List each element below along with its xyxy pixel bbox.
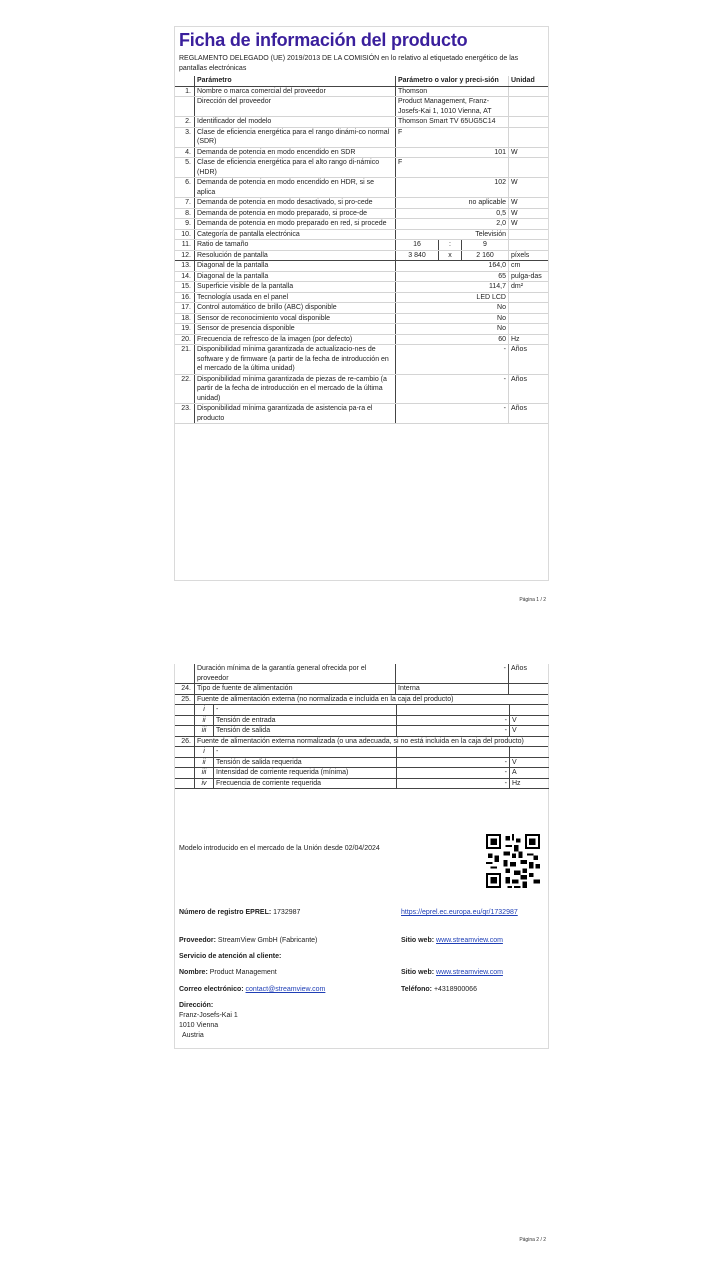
page-1 bbox=[174, 26, 549, 581]
parameter-name: Nombre o marca comercial del proveedor bbox=[195, 86, 396, 97]
parameter-value: - bbox=[397, 778, 510, 789]
parameter-name: Frecuencia de corriente requerida bbox=[214, 778, 397, 789]
row-number: 7. bbox=[175, 198, 195, 209]
parameter-unit bbox=[510, 747, 550, 757]
parameter-value: Televisión bbox=[396, 229, 509, 240]
row-number bbox=[175, 757, 195, 768]
parameter-name: Tensión de salida bbox=[214, 726, 397, 737]
row-number bbox=[175, 747, 195, 757]
row-number: 21. bbox=[175, 345, 195, 375]
row-number: 18. bbox=[175, 313, 195, 324]
parameter-value bbox=[396, 240, 509, 251]
document-title: Ficha de información del producto bbox=[179, 30, 468, 50]
sub-index: ii bbox=[195, 715, 214, 726]
parameter-value: F bbox=[396, 127, 509, 147]
table-row bbox=[175, 97, 548, 117]
parameter-name: Sensor de reconocimiento vocal disponible bbox=[195, 313, 396, 324]
parameter-unit: W bbox=[509, 198, 549, 209]
parameter-unit: V bbox=[510, 726, 550, 737]
row-number: 1. bbox=[175, 86, 195, 97]
parameter-unit bbox=[509, 313, 549, 324]
sub-index: i bbox=[195, 747, 214, 757]
parameter-name: Tensión de entrada bbox=[214, 715, 397, 726]
parameter-value: - bbox=[397, 768, 510, 779]
parameter-name: Dirección del proveedor bbox=[195, 97, 396, 117]
table-row bbox=[175, 117, 548, 128]
parameter-value: - bbox=[397, 757, 510, 768]
parameter-unit: píxels bbox=[509, 250, 549, 261]
sub-index: i bbox=[195, 705, 214, 715]
parameter-name: Disponibilidad mínima garantizada de asistencia pa-ra el producto bbox=[195, 404, 396, 424]
table-row: 26. Fuente de alimentación externa normalizada (o una adecuada, si no está incluida en la caja del producto) bbox=[175, 737, 548, 747]
parameter-unit: A bbox=[510, 768, 550, 779]
parameter-value: - bbox=[396, 374, 509, 404]
phone-label: Teléfono: bbox=[401, 986, 432, 993]
parameter-unit: V bbox=[510, 757, 550, 768]
website2-label: Sitio web: bbox=[401, 969, 435, 976]
row-number: 13. bbox=[175, 261, 195, 272]
product-info-table-continued bbox=[175, 664, 548, 705]
row-number: 20. bbox=[175, 334, 195, 345]
sub-index: iv bbox=[195, 778, 214, 789]
table-row bbox=[175, 292, 548, 303]
table-row bbox=[175, 334, 548, 345]
parameter-value: - bbox=[397, 715, 510, 726]
parameter-unit bbox=[509, 229, 549, 240]
table-row: 25. Fuente de alimentación externa (no normalizada e incluida en la caja del producto) bbox=[175, 694, 548, 705]
row-number: 12. bbox=[175, 250, 195, 261]
email-label: Correo electrónico: bbox=[179, 986, 244, 993]
table-row bbox=[175, 768, 549, 779]
parameter-name: Sensor de presencia disponible bbox=[195, 324, 396, 335]
table-row: 24. Tipo de fuente de alimentación Interna bbox=[175, 684, 548, 695]
row-number: 16. bbox=[175, 292, 195, 303]
table-row bbox=[175, 726, 549, 737]
table-row: Duración mínima de la garantía general ofrecida por el proveedor - Años bbox=[175, 664, 548, 684]
parameter-name: Diagonal de la pantalla bbox=[195, 261, 396, 272]
parameter-unit bbox=[509, 292, 549, 303]
parameter-unit bbox=[509, 117, 549, 128]
table-row bbox=[175, 757, 549, 768]
parameter-name: Demanda de potencia en modo desactivado, si pro-cede bbox=[195, 198, 396, 209]
parameter-name: - bbox=[214, 747, 397, 757]
table-row bbox=[175, 86, 548, 97]
table-header-row bbox=[175, 76, 548, 86]
table-row bbox=[175, 271, 548, 282]
parameter-value: 102 bbox=[396, 178, 509, 198]
row-number: 15. bbox=[175, 282, 195, 293]
value-part: 2 160 bbox=[476, 251, 494, 259]
table-row bbox=[175, 147, 548, 158]
table-row bbox=[175, 345, 548, 375]
parameter-name: Frecuencia de refresco de la imagen (por defecto) bbox=[195, 334, 396, 345]
parameter-unit: W bbox=[509, 219, 549, 230]
parameter-name: Disponibilidad mínima garantizada de piezas de re-cambio (a partir de la fecha de introducción en el mercado de la última unidad) bbox=[195, 374, 396, 404]
parameter-name: Diagonal de la pantalla bbox=[195, 271, 396, 282]
table-row bbox=[175, 374, 548, 404]
table-row bbox=[175, 250, 548, 261]
parameter-value: 101 bbox=[396, 147, 509, 158]
row-number: 22. bbox=[175, 374, 195, 404]
table-row bbox=[175, 178, 548, 198]
parameter-value: 114,7 bbox=[396, 282, 509, 293]
value-part: 3 840 bbox=[396, 251, 439, 261]
qr-code-icon bbox=[486, 834, 540, 888]
row-number: 11. bbox=[175, 240, 195, 251]
parameter-unit: Hz bbox=[510, 778, 550, 789]
row-number: 17. bbox=[175, 303, 195, 314]
parameter-value bbox=[397, 705, 510, 715]
row-number: 14. bbox=[175, 271, 195, 282]
parameter-name: Superficie visible de la pantalla bbox=[195, 282, 396, 293]
row-number: 4. bbox=[175, 147, 195, 158]
parameter-value: 164,0 bbox=[396, 261, 509, 272]
parameter-name: Tensión de salida requerida bbox=[214, 757, 397, 768]
row-number bbox=[175, 768, 195, 779]
row-number: 23. bbox=[175, 404, 195, 424]
parameter-name: Clase de eficiencia energética para el rango dinámi-co normal (SDR) bbox=[195, 127, 396, 147]
parameter-value: No bbox=[396, 313, 509, 324]
parameter-name: Clase de eficiencia energética para el alto rango di-námico (HDR) bbox=[195, 158, 396, 178]
parameter-value: Product Management, Franz-Josefs-Kai 1, 1010 Vienna, AT bbox=[396, 97, 509, 117]
parameter-value bbox=[397, 747, 510, 757]
parameter-value: - bbox=[396, 404, 509, 424]
page-number: Página 1 / 2 bbox=[519, 597, 546, 603]
row-number bbox=[175, 715, 195, 726]
row-number: 3. bbox=[175, 127, 195, 147]
parameter-unit: Años bbox=[509, 404, 549, 424]
website-label: Sitio web: bbox=[401, 937, 435, 944]
row-number bbox=[175, 705, 195, 715]
parameter-value: Thomson Smart TV 65UG5C14 bbox=[396, 117, 509, 128]
page-2 bbox=[174, 664, 549, 1049]
parameter-value: 60 bbox=[396, 334, 509, 345]
table-row bbox=[175, 747, 549, 757]
parameter-name: Tecnología usada en el panel bbox=[195, 292, 396, 303]
header-value: Parámetro o valor y preci-sión bbox=[396, 76, 509, 86]
parameter-unit: V bbox=[510, 715, 550, 726]
parameter-unit: Hz bbox=[509, 334, 549, 345]
market-date: Modelo introducido en el mercado de la Unión desde 02/04/2024 bbox=[179, 845, 380, 852]
row-number bbox=[175, 778, 195, 789]
table-row bbox=[175, 229, 548, 240]
eprel-number: 1732987 bbox=[273, 909, 301, 916]
parameter-unit bbox=[509, 303, 549, 314]
table-row bbox=[175, 404, 548, 424]
address-label: Dirección: bbox=[179, 1002, 214, 1009]
customer-service-heading: Servicio de atención al cliente: bbox=[179, 953, 282, 960]
document-subtitle: REGLAMENTO DELEGADO (UE) 2019/2013 DE LA COMISIÓN en lo relativo al etiquetado energético de las pantallas electrónicas bbox=[179, 55, 519, 72]
header-unit: Unidad bbox=[509, 76, 549, 86]
parameter-value: - bbox=[397, 726, 510, 737]
parameter-value: 2,0 bbox=[396, 219, 509, 230]
value-part: 16 bbox=[396, 240, 439, 250]
parameter-unit bbox=[509, 324, 549, 335]
parameter-value: 0,5 bbox=[396, 208, 509, 219]
parameter-name: Demanda de potencia en modo encendido en HDR, si se aplica bbox=[195, 178, 396, 198]
parameter-value: LED LCD bbox=[396, 292, 509, 303]
parameter-unit: W bbox=[509, 208, 549, 219]
sub-index: iii bbox=[195, 768, 214, 779]
parameter-name: Control automático de brillo (ABC) disponible bbox=[195, 303, 396, 314]
row-number: 9. bbox=[175, 219, 195, 230]
email-link[interactable]: contact@streamview.com bbox=[245, 986, 326, 993]
parameter-unit bbox=[509, 97, 549, 117]
table-row bbox=[175, 705, 549, 715]
parameter-value: F bbox=[396, 158, 509, 178]
parameter-name: Ratio de tamaño bbox=[195, 240, 396, 251]
product-info-table bbox=[175, 76, 548, 424]
table-row bbox=[175, 261, 548, 272]
contact-name-label: Nombre: bbox=[179, 969, 208, 976]
parameter-unit: Años bbox=[509, 345, 549, 375]
parameter-unit: W bbox=[509, 147, 549, 158]
table-row bbox=[175, 324, 548, 335]
parameter-value: - bbox=[396, 345, 509, 375]
external-psu-table bbox=[175, 705, 549, 737]
parameter-unit: dm² bbox=[509, 282, 549, 293]
row-number: 5. bbox=[175, 158, 195, 178]
row-number bbox=[175, 726, 195, 737]
parameter-name: Demanda de potencia en modo preparado, si proce-de bbox=[195, 208, 396, 219]
parameter-name: Categoría de pantalla electrónica bbox=[195, 229, 396, 240]
parameter-unit: Años bbox=[509, 374, 549, 404]
sub-index: iii bbox=[195, 726, 214, 737]
parameter-name: Intensidad de corriente requerida (mínima) bbox=[214, 768, 397, 779]
table-row bbox=[175, 158, 548, 178]
sub-index: ii bbox=[195, 757, 214, 768]
address-line-1: Franz-Josefs-Kai 1 bbox=[179, 1012, 238, 1019]
row-number: 8. bbox=[175, 208, 195, 219]
table-row bbox=[175, 778, 549, 789]
value-part: 9 bbox=[483, 241, 487, 248]
table-row bbox=[175, 208, 548, 219]
parameter-value bbox=[396, 250, 509, 261]
eprel-label: Número de registro EPREL: bbox=[179, 909, 272, 916]
table-row bbox=[175, 282, 548, 293]
parameter-value: Thomson bbox=[396, 86, 509, 97]
parameter-value: 65 bbox=[396, 271, 509, 282]
parameter-value: no aplicable bbox=[396, 198, 509, 209]
page-number: Página 2 / 2 bbox=[519, 1237, 546, 1243]
parameter-unit bbox=[509, 158, 549, 178]
contact-name: Product Management bbox=[209, 969, 277, 976]
row-number: 10. bbox=[175, 229, 195, 240]
table-row bbox=[175, 198, 548, 209]
header-parameter: Parámetro bbox=[195, 76, 396, 86]
parameter-value: No bbox=[396, 303, 509, 314]
parameter-unit bbox=[509, 86, 549, 97]
address-line-3: Austria bbox=[182, 1032, 204, 1039]
phone-number: +4318900066 bbox=[433, 986, 477, 993]
row-number: 2. bbox=[175, 117, 195, 128]
supplier-name: StreamView GmbH (Fabricante) bbox=[217, 937, 318, 944]
standard-psu-table bbox=[175, 747, 549, 789]
value-part: x bbox=[439, 251, 462, 261]
table-row bbox=[175, 715, 549, 726]
address-line-2: 1010 Vienna bbox=[179, 1022, 219, 1029]
parameter-name: Demanda de potencia en modo preparado en red, si procede bbox=[195, 219, 396, 230]
table-row bbox=[175, 127, 548, 147]
value-part: : bbox=[439, 240, 462, 250]
row-number: 19. bbox=[175, 324, 195, 335]
row-number: 6. bbox=[175, 178, 195, 198]
parameter-unit bbox=[509, 240, 549, 251]
parameter-unit bbox=[509, 127, 549, 147]
parameter-unit bbox=[510, 705, 550, 715]
parameter-name: Demanda de potencia en modo encendido en SDR bbox=[195, 147, 396, 158]
parameter-name: - bbox=[214, 705, 397, 715]
table-row bbox=[175, 303, 548, 314]
eprel-link[interactable]: https://eprel.ec.europa.eu/qr/1732987 bbox=[401, 909, 518, 916]
table-row bbox=[175, 240, 548, 251]
parameter-name: Disponibilidad mínima garantizada de actualizacio-nes de software y de firmware (a partir de la fecha de introducción en el mercado de la última unidad) bbox=[195, 345, 396, 375]
parameter-unit: pulga-das bbox=[509, 271, 549, 282]
website2-link[interactable]: www.streamview.com bbox=[436, 969, 503, 976]
parameter-name: Identificador del modelo bbox=[195, 117, 396, 128]
supplier-label: Proveedor: bbox=[179, 937, 216, 944]
table-row bbox=[175, 219, 548, 230]
parameter-unit: W bbox=[509, 178, 549, 198]
parameter-value: No bbox=[396, 324, 509, 335]
parameter-unit: cm bbox=[509, 261, 549, 272]
website-link[interactable]: www.streamview.com bbox=[436, 937, 503, 944]
table-row bbox=[175, 313, 548, 324]
parameter-name: Resolución de pantalla bbox=[195, 250, 396, 261]
row-number bbox=[175, 97, 195, 117]
